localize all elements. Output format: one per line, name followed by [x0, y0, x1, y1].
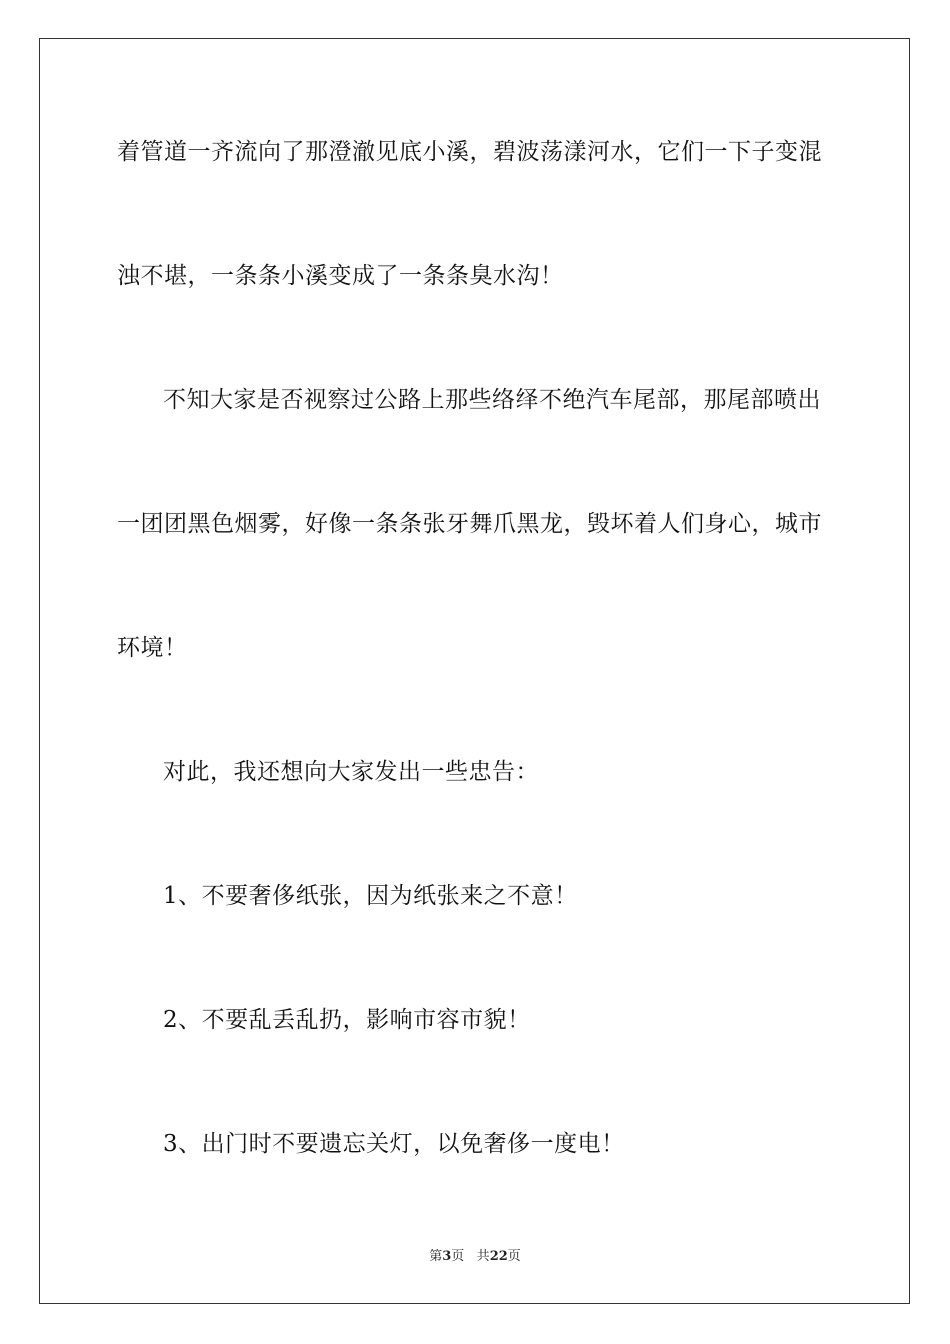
list-item: 2、不要乱丢乱扔，影响市容市貌！ [163, 1007, 531, 1033]
page-frame [39, 38, 910, 1304]
paragraph-line: 浊不堪，一条条小溪变成了一条条臭水沟！ [117, 263, 564, 289]
page-footer [0, 1248, 950, 1266]
page-number: 3 [442, 1249, 452, 1264]
total-suffix: 页 [507, 1249, 521, 1264]
page-suffix: 页 [451, 1249, 465, 1264]
total-prefix: 共 [476, 1249, 490, 1264]
paragraph-line: 一团团黑色烟雾，好像一条条张牙舞爪黑龙，毁坏着人们身心，城市 [117, 511, 822, 537]
list-item: 3、出门时不要遗忘关灯，以免奢侈一度电！ [163, 1131, 625, 1157]
paragraph-line: 对此，我还想向大家发出一些忠告： [163, 759, 539, 785]
paragraph-line: 不知大家是否视察过公路上那些络绎不绝汽车尾部，那尾部喷出 [163, 387, 821, 413]
list-item: 1、不要奢侈纸张，因为纸张来之不意！ [163, 883, 578, 909]
paragraph-line: 环境！ [117, 635, 188, 661]
total-pages: 22 [489, 1249, 508, 1264]
paragraph-line: 着管道一齐流向了那澄澈见底小溪，碧波荡漾河水，它们一下子变混 [117, 139, 822, 165]
page-prefix: 第 [429, 1249, 443, 1264]
